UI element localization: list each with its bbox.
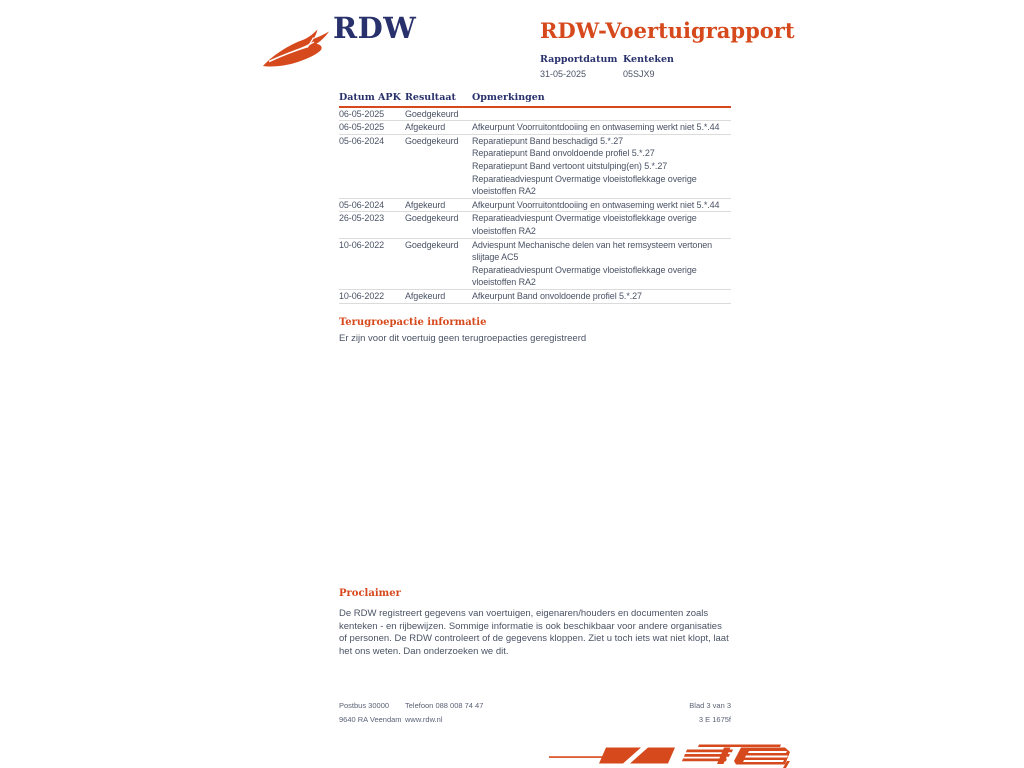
apk-remark-line: Reparatiepunt Band vertoont uitstulping(en) 5.*.27 xyxy=(472,160,668,171)
apk-remark-line: slijtage AC5 xyxy=(472,252,519,263)
footer-address xyxy=(339,699,402,727)
footer-contact xyxy=(405,699,483,727)
footer-form-code: 3 E 1675f xyxy=(698,715,731,724)
apk-remark-line: Reparatiepunt Band beschadigd 5.*.27 xyxy=(472,135,624,146)
proclaimer-heading: Proclaimer xyxy=(339,588,401,599)
apk-remarks-cell xyxy=(472,290,731,303)
apk-remark-line: vloeistoffen RA2 xyxy=(472,186,536,197)
apk-remarks-cell xyxy=(472,212,731,237)
meta-value: 05SJX9 xyxy=(623,69,655,79)
apk-remark-line: Afkeurpunt Band onvoldoende profiel 5.*.27 xyxy=(472,290,642,301)
column-header-resultaat: Resultaat xyxy=(405,92,456,103)
apk-date-cell: 26-05-2023 xyxy=(339,213,385,224)
apk-date-cell: 10-06-2022 xyxy=(339,290,385,301)
meta-kenteken xyxy=(623,54,706,79)
proclaimer-body: De RDW registreert gegevens van voertuigen, eigenaren/houders en documenten zoals kenteken - en rijbewijzen. Sommige informatie is ook beschikbaar voor andere organisaties of personen. De RDW controleert of de gegevens kloppen. Ziet u toch iets wat niet klopt, laat het ons weten. Dan onderzoeken we dit. xyxy=(339,608,729,658)
report-meta xyxy=(540,54,706,79)
apk-table-row xyxy=(339,108,731,122)
apk-history-table xyxy=(339,92,731,304)
apk-table-row xyxy=(339,121,731,135)
footer-phone: Telefoon 088 008 74 47 xyxy=(405,701,484,710)
apk-date-cell: 05-06-2024 xyxy=(339,199,385,210)
apk-date-cell: 05-06-2024 xyxy=(339,135,385,146)
apk-table-row xyxy=(339,239,731,290)
apk-table-header xyxy=(339,92,731,108)
meta-value: 31-05-2025 xyxy=(540,69,587,79)
recall-body: Er zijn voor dit voertuig geen terugroepacties geregistreerd xyxy=(339,333,587,344)
apk-result-cell: Afgekeurd xyxy=(405,290,446,301)
apk-table-row xyxy=(339,135,731,199)
column-header-opmerkingen: Opmerkingen xyxy=(472,92,545,103)
apk-remark-line: Reparatiepunt Band onvoldoende profiel 5.*.27 xyxy=(472,148,655,159)
apk-remark-line: Reparatieadviespunt Overmatige vloeistoflekkage overige xyxy=(472,264,697,275)
apk-remark-line: vloeistoffen RA2 xyxy=(472,225,536,236)
footer-postbus: Postbus 30000 xyxy=(339,701,390,710)
apk-remarks-cell xyxy=(472,108,731,121)
apk-result-cell: Goedgekeurd xyxy=(405,213,459,224)
rdw-logo-text: RDW xyxy=(333,11,417,45)
apk-date-cell: 06-05-2025 xyxy=(339,122,385,133)
apk-remark-line: Afkeurpunt Voorruitontdooiing en ontwaseming werkt niet 5.*.44 xyxy=(472,199,720,210)
apk-result-cell: Afgekeurd xyxy=(405,199,446,210)
proclaimer-section xyxy=(339,588,731,659)
footer-website: www.rdw.nl xyxy=(405,715,443,724)
apk-result-cell: Afgekeurd xyxy=(405,122,446,133)
apk-date-cell: 06-05-2025 xyxy=(339,108,385,119)
apk-remark-line: vloeistoffen RA2 xyxy=(472,277,536,288)
apk-remark-line: Afkeurpunt Voorruitontdooiing en ontwaseming werkt niet 5.*.44 xyxy=(472,122,720,133)
apk-table-row xyxy=(339,199,731,213)
apk-remarks-cell xyxy=(472,135,731,198)
meta-label: Kenteken xyxy=(623,54,674,65)
apk-remarks-cell xyxy=(472,121,731,134)
footer-city: 9640 RA Veendam xyxy=(339,715,402,724)
footer-page-number: Blad 3 van 3 xyxy=(689,701,731,710)
footer-right xyxy=(689,699,731,727)
apk-table-row xyxy=(339,212,731,238)
rdw-wing-icon xyxy=(263,27,331,69)
report-title: RDW-Voertuigrapport xyxy=(540,18,795,43)
apk-result-cell: Goedgekeurd xyxy=(405,239,459,250)
meta-rapportdatum xyxy=(540,54,623,79)
apk-remarks-cell xyxy=(472,199,731,212)
apk-table-body xyxy=(339,108,731,304)
apk-date-cell: 10-06-2022 xyxy=(339,239,385,250)
rdw-speedmark-icon xyxy=(549,743,790,768)
recall-heading: Terugroepactie informatie xyxy=(339,317,487,328)
apk-result-cell: Goedgekeurd xyxy=(405,108,459,119)
apk-remark-line: Reparatieadviespunt Overmatige vloeistoflekkage overige xyxy=(472,213,697,224)
meta-label: Rapportdatum xyxy=(540,54,618,65)
apk-remark-line: Reparatieadviespunt Overmatige vloeistoflekkage overige xyxy=(472,173,697,184)
apk-remark-line: Adviespunt Mechanische delen van het remsysteem vertonen xyxy=(472,239,713,250)
recall-section xyxy=(339,317,731,344)
apk-result-cell: Goedgekeurd xyxy=(405,135,459,146)
apk-table-row xyxy=(339,290,731,304)
apk-remarks-cell xyxy=(472,239,731,289)
column-header-datum: Datum APK xyxy=(339,92,401,103)
